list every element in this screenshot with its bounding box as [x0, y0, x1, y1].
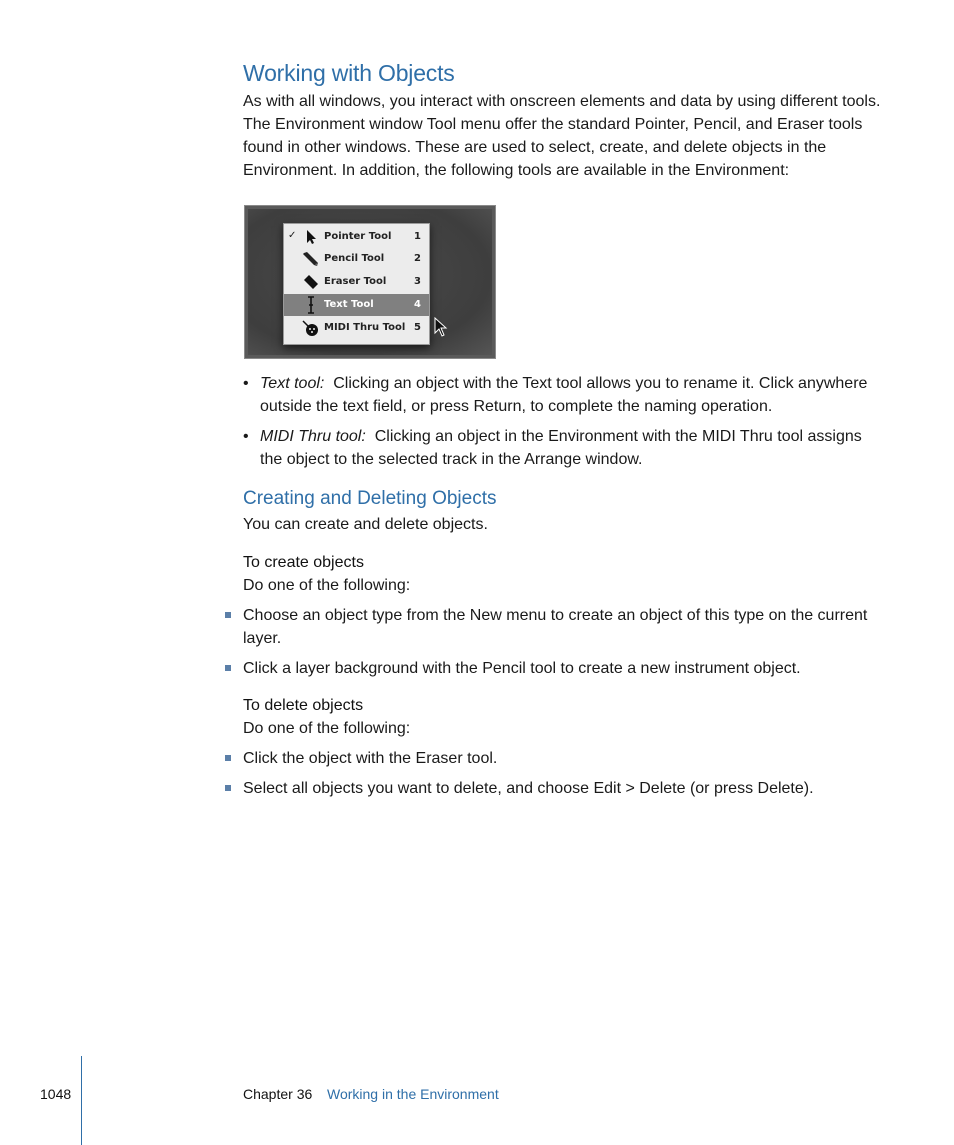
bullet-text: Clicking an object in the Environment with the MIDI Thru tool assigns the object to the selected track in the Arrange window. — [260, 428, 862, 468]
menu-item-label: Pencil Tool — [324, 253, 385, 264]
footer-divider — [81, 1056, 82, 1145]
delete-steps-list — [224, 747, 884, 800]
bullet-text: Clicking an object with the Text tool allows you to rename it. Click anywhere outside the text field, or press Return, to complete the naming operation. — [260, 375, 868, 415]
task-lead-create: Do one of the following: — [243, 577, 411, 594]
square-bullet-icon — [225, 785, 231, 791]
subsection-intro: You can create and delete objects. — [243, 516, 488, 533]
bullet-icon: • — [243, 428, 249, 445]
intro-paragraph: As with all windows, you interact with onscreen elements and data by using different tools. The Environment window Tool menu offer the standard Pointer, Pencil, and Eraser tools found in other windows. These are used to select, create, and delete objects in the Environment. In addition, the following tools are available in the Environment: — [243, 93, 881, 179]
menu-item-pencil-tool[interactable] — [284, 248, 429, 270]
list-item — [243, 372, 883, 418]
footer-chapter: Chapter 36 — [243, 1086, 313, 1102]
text-cursor-icon — [302, 296, 320, 314]
square-bullet-icon — [225, 755, 231, 761]
step-text: Click a layer background with the Pencil tool to create a new instrument object. — [243, 660, 801, 677]
menu-item-midi-thru-tool[interactable] — [284, 317, 429, 339]
section-title: Working with Objects — [243, 60, 455, 86]
midi-thru-icon — [302, 319, 320, 337]
list-item — [243, 425, 883, 471]
menu-item-label: MIDI Thru Tool — [324, 322, 406, 333]
menu-item-text-tool[interactable] — [284, 294, 429, 316]
menu-item-shortcut: 4 — [414, 299, 421, 310]
step-text: Choose an object type from the New menu to create an object of this type on the current layer. — [243, 607, 868, 647]
tool-menu — [283, 223, 430, 345]
eraser-icon — [302, 273, 320, 291]
menu-item-shortcut: 5 — [414, 322, 421, 333]
list-item — [224, 777, 884, 800]
page-number: 1048 — [40, 1086, 72, 1102]
square-bullet-icon — [225, 665, 231, 671]
checkmark-icon: ✓ — [288, 230, 297, 241]
menu-item-shortcut: 2 — [414, 253, 421, 264]
menu-item-shortcut: 1 — [414, 231, 421, 242]
pencil-icon — [302, 250, 320, 268]
tool-bullet-list — [243, 372, 883, 471]
menu-item-label: Text Tool — [324, 299, 374, 310]
bullet-icon: • — [243, 375, 249, 392]
footer-chapter-title: Working in the Environment — [327, 1086, 499, 1102]
list-item — [224, 604, 884, 650]
pointer-arrow-icon — [302, 228, 320, 246]
menu-item-label: Pointer Tool — [324, 231, 392, 242]
menu-item-pointer-tool[interactable] — [284, 226, 429, 248]
mouse-cursor-icon — [434, 317, 448, 337]
task-heading-create: To create objects — [243, 554, 364, 571]
create-steps-list — [224, 604, 884, 680]
step-text: Select all objects you want to delete, and choose Edit > Delete (or press Delete). — [243, 780, 814, 797]
step-text: Click the object with the Eraser tool. — [243, 750, 498, 767]
square-bullet-icon — [225, 612, 231, 618]
list-item — [224, 657, 884, 680]
task-heading-delete: To delete objects — [243, 697, 364, 714]
subsection-title: Creating and Deleting Objects — [243, 488, 497, 509]
bullet-term: MIDI Thru tool: — [260, 428, 366, 445]
screenshot-background — [248, 209, 492, 355]
tool-menu-screenshot — [244, 205, 496, 359]
menu-item-eraser-tool[interactable] — [284, 271, 429, 293]
list-item — [224, 747, 884, 770]
menu-item-label: Eraser Tool — [324, 276, 387, 287]
bullet-term: Text tool: — [260, 375, 325, 392]
task-lead-delete: Do one of the following: — [243, 720, 411, 737]
menu-item-shortcut: 3 — [414, 276, 421, 287]
